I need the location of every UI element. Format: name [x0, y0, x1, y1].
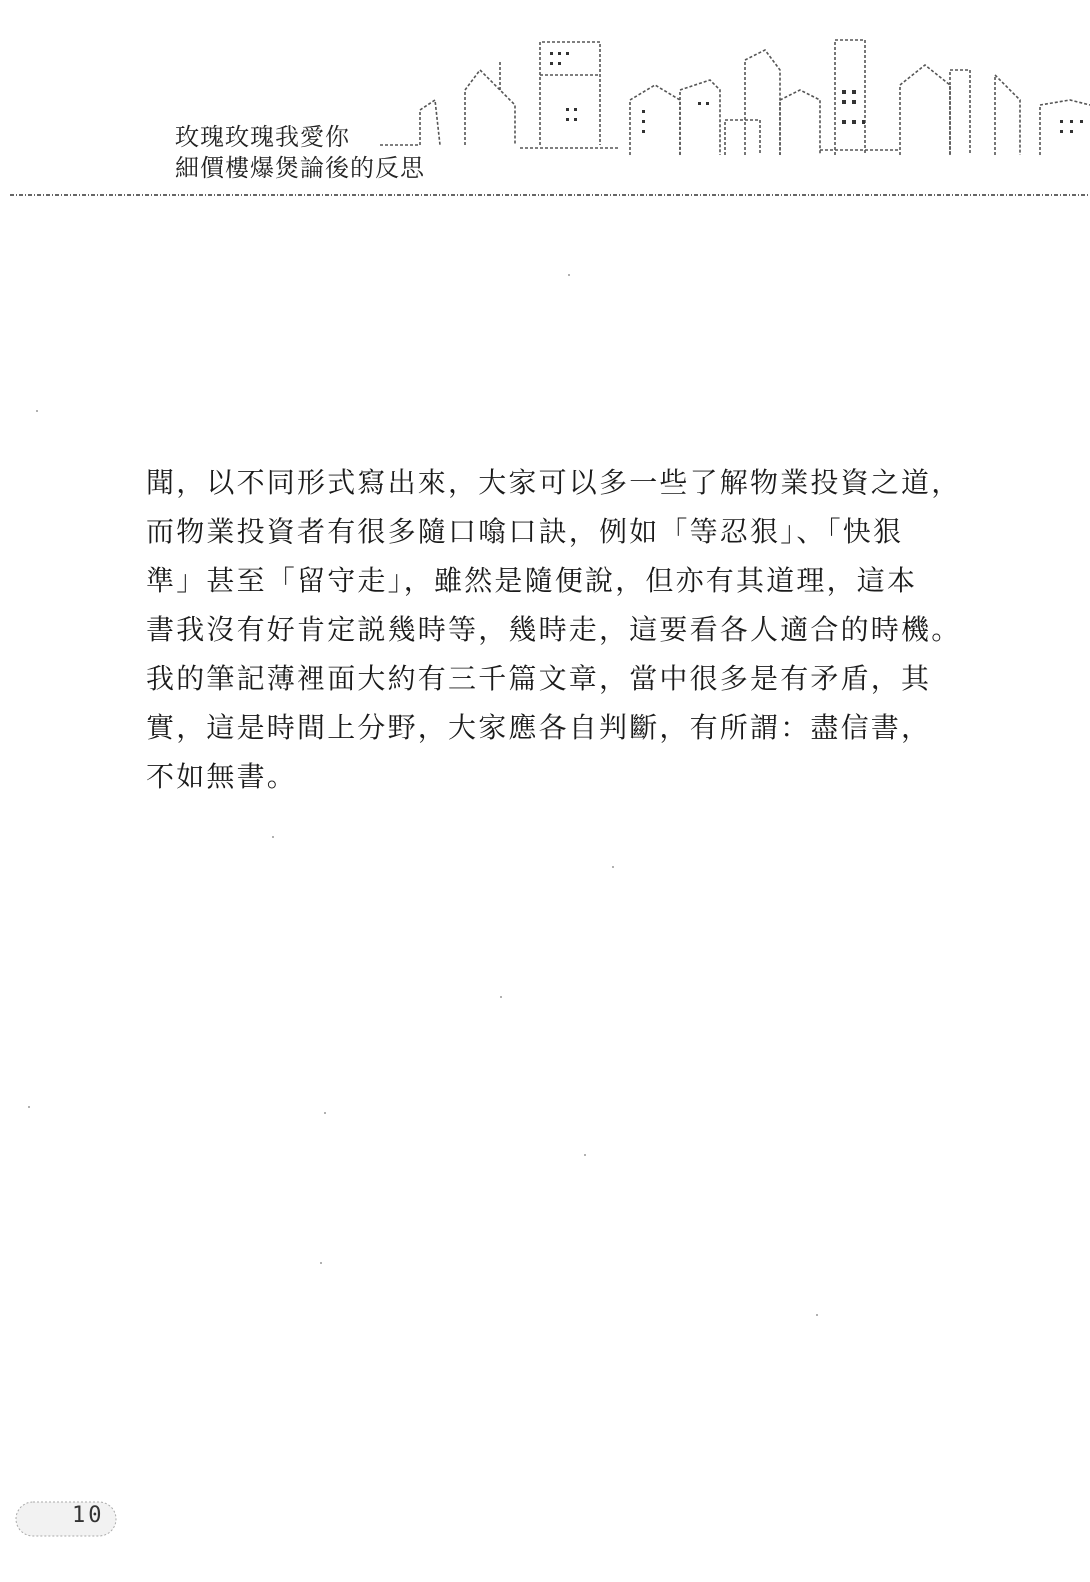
scan-speck: [816, 1314, 818, 1316]
body-line: 實，這是時間上分野，大家應各自判斷，有所謂：盡信書，: [146, 711, 932, 744]
body-line: 而物業投資者有很多隨口噏口訣，例如「等忍狠」、「快狠: [146, 515, 904, 548]
page-number: 10: [72, 1503, 105, 1528]
scan-speck: [324, 1112, 326, 1114]
header-divider: [10, 192, 1090, 198]
body-line: 準」甚至「留守走」，雖然是隨便說，但亦有其道理，這本: [146, 564, 918, 597]
running-subtitle: 細價樓爆煲論後的反思: [175, 154, 425, 182]
scan-speck: [272, 836, 274, 838]
body-line: 我的筆記薄裡面大約有三千篇文章，當中很多是有矛盾，其: [146, 662, 932, 695]
body-line: 不如無書。: [146, 760, 298, 793]
scan-speck: [584, 1154, 586, 1156]
scan-speck: [320, 1262, 322, 1264]
city-skyline-icon: [380, 30, 1090, 165]
body-line: 聞，以不同形式寫出來，大家可以多一些了解物業投資之道，: [146, 466, 962, 499]
scan-speck: [500, 996, 502, 998]
scan-speck: [36, 410, 38, 412]
scan-speck: [612, 866, 614, 868]
body-line: 書我沒有好肯定説幾時等，幾時走，這要看各人適合的時機。: [146, 613, 962, 646]
body-paragraph: [146, 458, 1006, 801]
scan-speck: [568, 274, 570, 276]
running-title: 玫瑰玫瑰我愛你: [175, 123, 350, 151]
scan-speck: [28, 1106, 30, 1108]
